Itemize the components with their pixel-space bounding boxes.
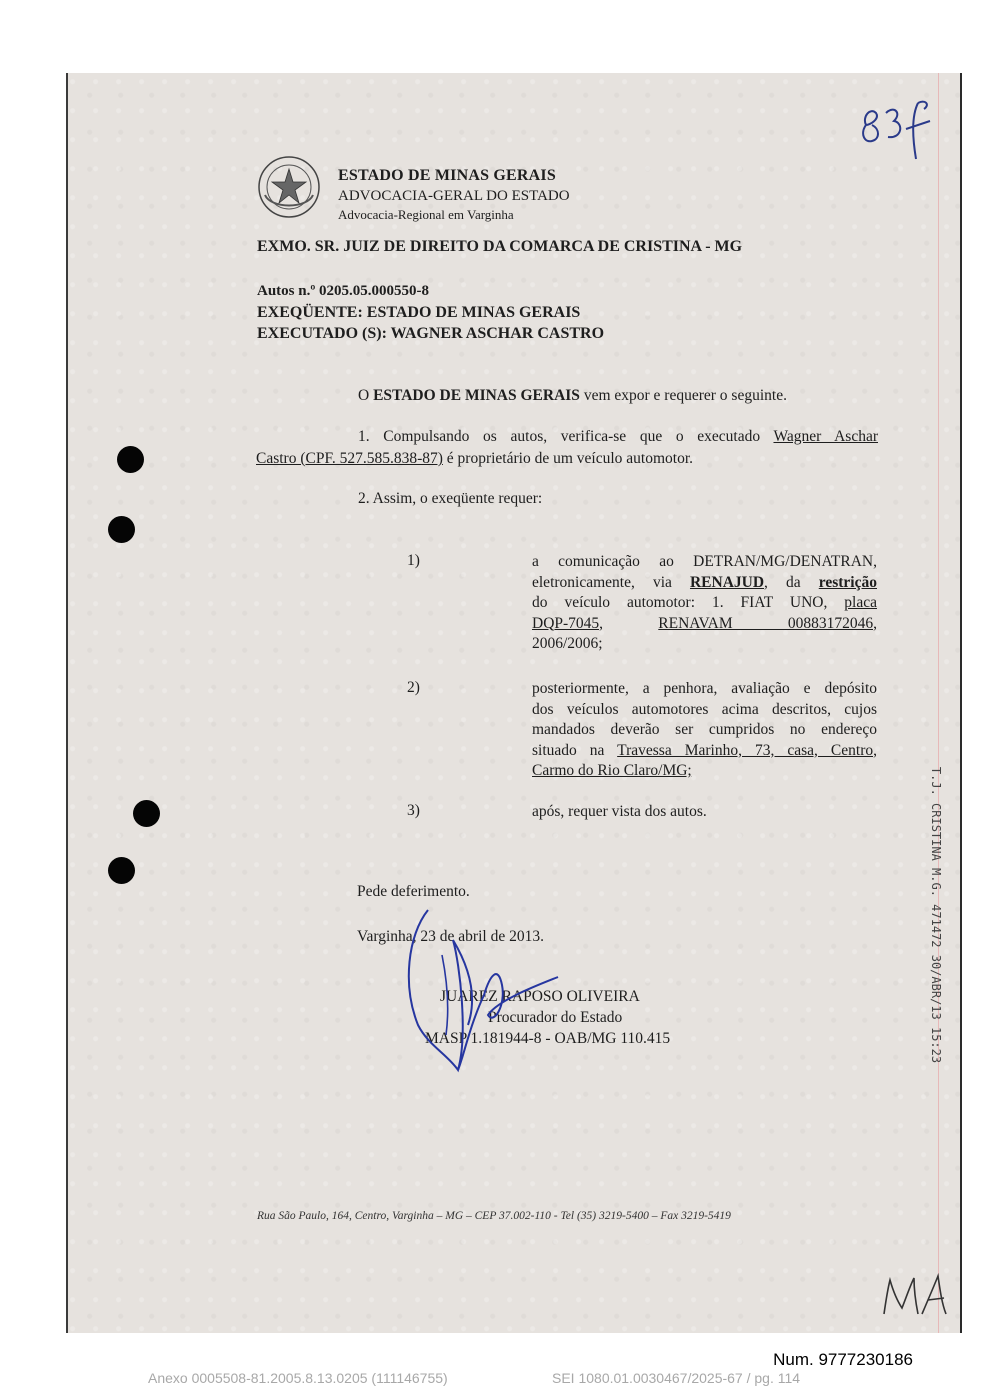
- item-2-text: situado na: [532, 741, 618, 759]
- margin-line: [938, 73, 939, 1333]
- item-2-line-2: dos veículos automotores acima descritos, cujos: [532, 700, 877, 718]
- item-2-line-1: posteriormente, a penhora, avaliação e depósito: [532, 680, 877, 697]
- item-2-line-3: mandados deverão ser cumpridos no endereço: [532, 721, 877, 738]
- item-1-line-3: [532, 593, 877, 614]
- intro-prefix: O: [358, 387, 374, 404]
- paragraph-1-line-2: [256, 450, 693, 468]
- item-1-text: eletronicamente, via: [532, 573, 690, 591]
- item-1-line-2: [532, 573, 877, 594]
- intro-bold: ESTADO DE MINAS GERAIS: [373, 387, 580, 404]
- letterhead-state: ESTADO DE MINAS GERAIS: [338, 167, 556, 184]
- item-1-text: do veículo automotor: 1. FIAT UNO,: [532, 594, 845, 611]
- item-2-city: Carmo do Rio Claro/MG;: [532, 762, 692, 779]
- annex-reference: Anexo 0005508-81.2005.8.13.0205 (111146755): [148, 1370, 448, 1386]
- place-date: Varginha, 23 de abril de 2013.: [357, 928, 544, 945]
- item-2-line-5: [532, 761, 877, 782]
- handwritten-signature: [398, 905, 568, 1080]
- protocol-stamp: T.J. CRISTINA M.G. 471472 30/ABR/13 15:23: [929, 766, 943, 1064]
- punch-hole: [117, 446, 144, 473]
- case-exequente: EXEQÜENTE: ESTADO DE MINAS GERAIS: [257, 304, 581, 321]
- punch-hole: [108, 857, 135, 884]
- intro-paragraph: [358, 387, 787, 405]
- punch-hole: [108, 516, 135, 543]
- closing-request: Pede deferimento.: [357, 883, 470, 900]
- p1-underlined-name: Wagner Aschar: [773, 428, 878, 445]
- letterhead-agency: ADVOCACIA-GERAL DO ESTADO: [338, 188, 570, 204]
- punch-hole: [133, 800, 160, 827]
- p1-text-b: é proprietário de um veículo automotor.: [442, 450, 694, 467]
- item-1-renajud: RENAJUD: [689, 573, 765, 591]
- state-seal-icon: [257, 155, 321, 219]
- p1-underlined-cpf: Castro (CPF. 527.585.838-87): [256, 450, 443, 467]
- document-number: Num. 9777230186: [773, 1350, 913, 1369]
- item-1-line-1: a comunicação ao DETRAN/MG/DENATRAN,: [532, 553, 877, 570]
- item-1-line-4: [532, 614, 877, 635]
- footer-address: Rua São Paulo, 164, Centro, Varginha – MG – CEP 37.002-110 - Tel (35) 3219-5400 – Fax 3219-5419: [257, 1210, 731, 1222]
- sei-reference: SEI 1080.01.0030467/2025-67 / pg. 114: [552, 1370, 801, 1386]
- signatory-name: JUAREZ RAPOSO OLIVEIRA: [440, 988, 640, 1005]
- letterhead-regional: Advocacia-Regional em Varginha: [338, 207, 514, 222]
- paragraph-2: 2. Assim, o exeqüente requer:: [358, 490, 543, 507]
- folio-mark: [860, 95, 940, 165]
- item-2-line-4: [532, 741, 877, 762]
- item-number: 2): [407, 679, 420, 696]
- item-1-renavam: RENAVAM 00883172046,: [658, 614, 877, 632]
- addressee: EXMO. SR. JUIZ DE DIREITO DA COMARCA DE CRISTINA - MG: [257, 238, 743, 255]
- item-1-plate: DQP-7045,: [532, 614, 604, 632]
- item-1-line-5: 2006/2006;: [532, 635, 603, 652]
- initials-mark: [880, 1270, 950, 1320]
- item-3-line-1: após, requer vista dos autos.: [532, 803, 707, 820]
- signatory-ids: MASP 1.181944-8 - OAB/MG 110.415: [425, 1030, 671, 1047]
- item-1: [532, 552, 877, 655]
- item-number: 1): [407, 552, 420, 569]
- p1-text-a: 1. Compulsando os autos, verifica-se que o executado: [358, 428, 774, 445]
- case-executado: EXECUTADO (S): WAGNER ASCHAR CASTRO: [257, 325, 605, 342]
- paragraph-1-line-1: [358, 428, 878, 446]
- item-number: 3): [407, 802, 420, 819]
- item-3: [532, 802, 877, 823]
- item-1-text: , da: [764, 573, 819, 591]
- case-number: Autos n.º 0205.05.000550-8: [257, 283, 430, 299]
- signatory-title: Procurador do Estado: [488, 1009, 623, 1026]
- item-2-address: Travessa Marinho, 73, casa, Centro,: [617, 741, 877, 759]
- intro-suffix: vem expor e requerer o seguinte.: [579, 387, 787, 404]
- item-1-restricao: restrição: [818, 573, 877, 591]
- item-2: [532, 679, 877, 782]
- item-1-placa: placa: [844, 594, 877, 611]
